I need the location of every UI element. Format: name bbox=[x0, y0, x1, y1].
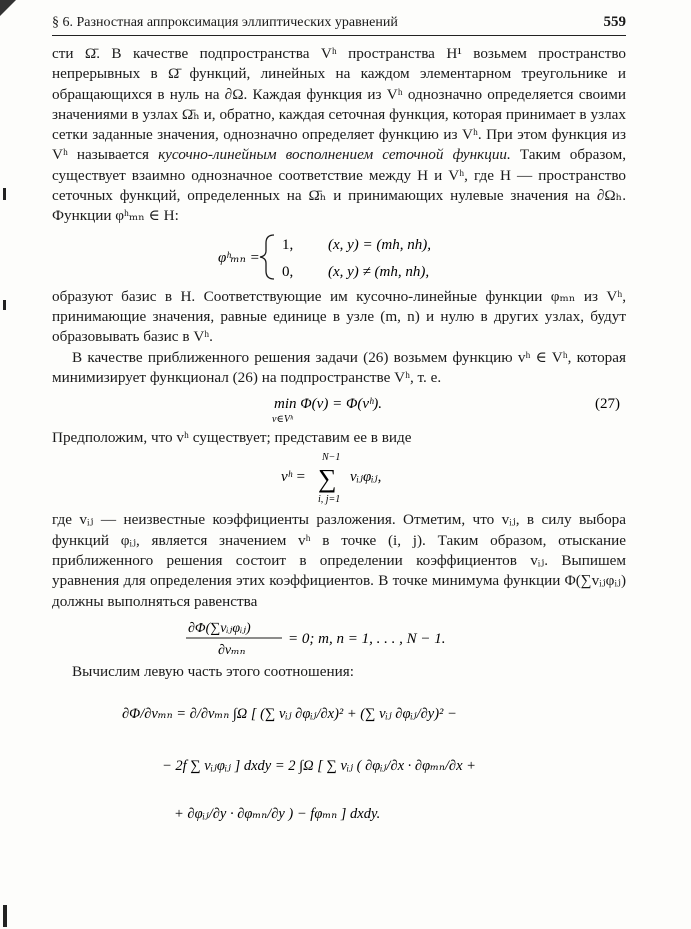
equation-large-graphic bbox=[52, 682, 626, 832]
eq27-expression: min Φ(v) = Φ(vʰ). bbox=[274, 396, 383, 413]
eq27-label: (27) bbox=[595, 396, 620, 413]
equation-derivative bbox=[52, 612, 626, 662]
eq-sum-body: vᵢⱼφᵢⱼ, bbox=[350, 469, 382, 486]
running-header bbox=[52, 14, 626, 36]
paragraph-5: где vᵢⱼ — неизвестные коэффициенты разложения. Отметим, что vᵢⱼ, в силу выбора функций φᵢⱼ, является значением vʰ в точке (i, j). Таким образом, отыскание приближенного решения состоит в определении коэффициентов vᵢⱼ. Выпишем уравнения для определения этих коэффициентов. В точке минимума функции Φ(∑vᵢⱼφᵢⱼ) должны выполняться равенства bbox=[52, 511, 626, 610]
sigma-icon: ∑ bbox=[318, 464, 337, 494]
eq27-subscript: v∈Vʰ bbox=[272, 414, 293, 426]
eq-basis-case2-condition: (x, y) ≠ (mh, nh), bbox=[328, 263, 430, 280]
page bbox=[52, 14, 626, 832]
eq-basis-case1-value: 1, bbox=[282, 236, 294, 253]
eq-sum-lhs: vʰ = bbox=[281, 469, 306, 486]
scan-margin-mark bbox=[3, 905, 7, 927]
eq-basis-case1-condition: (x, y) = (mh, nh), bbox=[328, 236, 432, 253]
page-number: 559 bbox=[603, 14, 626, 30]
paragraph-6: Вычислим левую часть этого соотношения: bbox=[72, 662, 354, 680]
emphasis-term: кусочно-линейным восполнением сеточной функции. bbox=[158, 146, 511, 164]
equation-27 bbox=[52, 388, 626, 428]
equation-large bbox=[52, 682, 626, 832]
paragraph-4: Предположим, что vʰ существует; представим ее в виде bbox=[52, 429, 412, 447]
eq-sum-upper: N−1 bbox=[322, 452, 341, 464]
eq-deriv-numerator: ∂Φ(∑vᵢⱼφᵢⱼ) bbox=[188, 620, 251, 636]
scan-margin-mark bbox=[3, 300, 6, 310]
equation-basis-graphic bbox=[52, 227, 626, 287]
header-title: § 6. Разностная аппроксимация эллиптических уравнений bbox=[52, 15, 398, 30]
equation-sum-graphic bbox=[52, 448, 626, 510]
eq-basis-lhs: φʰₘₙ = bbox=[218, 249, 260, 266]
paragraph-2: образуют базис в H. Соответствующие им кусочно-линейные функции φₘₙ из Vʰ, принимающие значения, равные единице в узле (m, n) и нулю в других узлах, будут образовывать базис в Vʰ. bbox=[52, 287, 626, 346]
scan-corner-shadow bbox=[0, 0, 16, 16]
equation-derivative-graphic bbox=[52, 612, 626, 662]
equation-sum bbox=[52, 448, 626, 510]
eq-sum-lower: i, j=1 bbox=[318, 494, 341, 506]
eq-large-line-3: + ∂φᵢⱼ/∂y · ∂φₘₙ/∂y ) − fφₘₙ ] dxdy. bbox=[174, 806, 381, 823]
equation-27-graphic bbox=[52, 388, 626, 428]
left-brace-icon bbox=[260, 235, 274, 279]
eq-deriv-rhs: = 0; m, n = 1, . . . , N − 1. bbox=[288, 630, 446, 647]
eq-large-line-1: ∂Φ/∂vₘₙ = ∂/∂vₘₙ ∫Ω [ (∑ vᵢⱼ ∂φᵢⱼ/∂x)² + (∑ vᵢⱼ ∂φᵢⱼ/∂y)² − bbox=[122, 706, 457, 723]
paragraph-1: сти Ω̄. В качестве подпространства Vʰ пространства H¹ возьмем пространство непрерывных в Ω̄ функций, линейных на каждом элементарном треугольнике и обращающихся в нуль на ∂Ω. Каждая функция из Vʰ однозначно определяется своими значениями в узлах Ω̄ₕ и, обратно, каждая сеточная функция, которая принимает в узлах сетки заданные значения, однозначно определяет функцию из Vʰ. При этом функция из Vʰ называется кусочно-линейным восполнением сеточной функции. Таким образом, существует взаимно однозначное соответствие между H и Vʰ, где H — пространство сеточных функций, определенных на Ω̄ₕ и принимающих нулевые значения на ∂Ωₕ. Функции φʰₘₙ ∈ H: bbox=[52, 45, 626, 225]
eq-basis-case2-value: 0, bbox=[282, 263, 294, 280]
paragraph-3: В качестве приближенного решения задачи (26) возьмем функцию vʰ ∈ Vʰ, которая минимизирует функционал (26) на подпространстве Vʰ, т. е. bbox=[52, 348, 626, 386]
equation-basis bbox=[52, 227, 626, 287]
scan-margin-mark bbox=[3, 188, 6, 200]
eq-large-line-2: − 2f ∑ vᵢⱼφᵢⱼ ] dxdy = 2 ∫Ω [ ∑ vᵢⱼ ( ∂φᵢⱼ/∂x · ∂φₘₙ/∂x + bbox=[162, 758, 476, 775]
eq-deriv-denominator: ∂vₘₙ bbox=[218, 642, 246, 658]
